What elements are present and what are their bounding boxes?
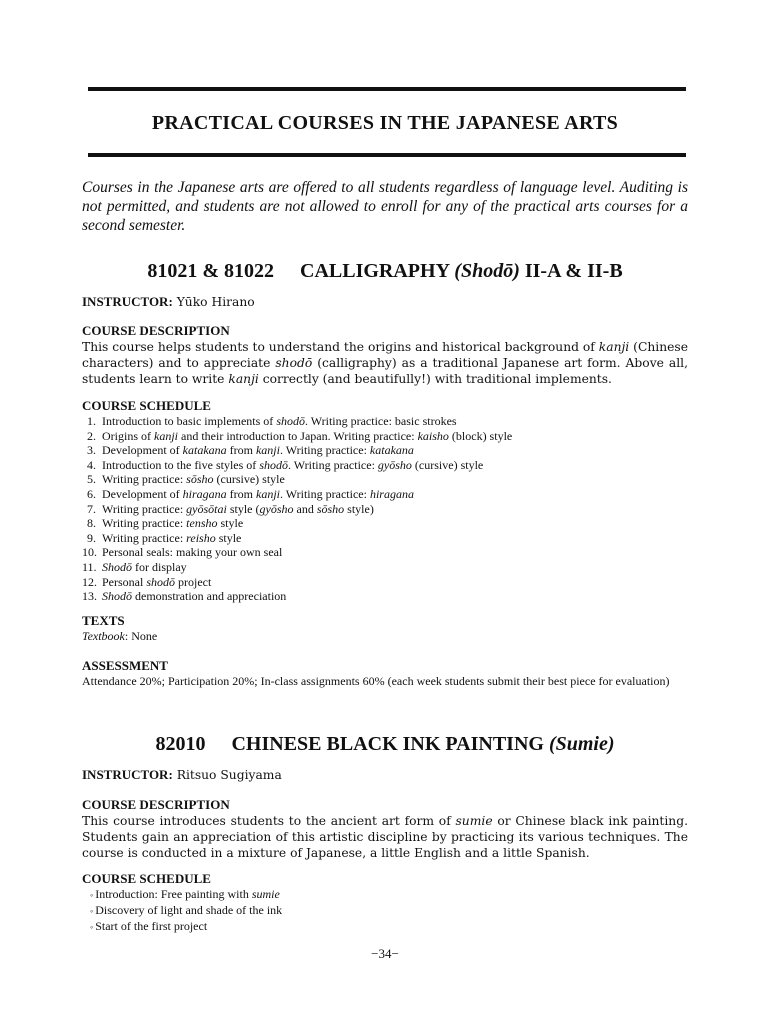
schedule-bullet-item: ◦ Introduction: Free painting with sumie [90, 887, 280, 901]
instructor-label: INSTRUCTOR: [82, 767, 173, 782]
schedule-item: 3. Development of katakana from kanji. Writing practice: katakana [87, 443, 414, 458]
top-rule [88, 87, 686, 91]
schedule-bullet-item: ◦ Start of the first project [90, 919, 208, 933]
course-description-text: This course helps students to understand the origins and historical background of kanji (Chinese characters) and to appreciate shodō (calligraphy) as a traditional Japanese art form. Above all, students learn to write kanji correctly (and beautifully!) with traditional implements. [82, 340, 688, 386]
assessment-text: Attendance 20%; Participation 20%; In-class assignments 60% (each week students submit their best piece for evaluation) [82, 674, 670, 688]
page-heading: PRACTICAL COURSES IN THE JAPANESE ARTS [151, 112, 619, 134]
schedule-item: 10. Personal seals: making your own seal [82, 545, 283, 560]
texts-section [82, 613, 688, 644]
course-title-calligraphy [0, 260, 770, 283]
schedule-item: 12. Personal shodō project [82, 574, 212, 589]
instructor-line [82, 767, 688, 783]
course-description-section [82, 797, 688, 861]
texts-label: TEXTS [82, 613, 125, 628]
textbook-label: Textbook [82, 629, 125, 643]
course-name-japanese: (Shodō) [454, 260, 520, 282]
schedule-item: 5. Writing practice: sōsho (cursive) style [87, 472, 285, 487]
course-schedule-section [82, 871, 688, 935]
course-name-japanese: (Sumie) [548, 733, 615, 755]
schedule-item: 4. Introduction to the five styles of shodō. Writing practice: gyōsho (cursive) style [87, 457, 484, 472]
course-description-text: This course introduces students to the ancient art form of sumie or Chinese black ink painting. Students gain an appreciation of this artistic discipline by practicing its various techniques. The course is conducted in a mixture of Japanese, a little English and a little Spanish. [82, 814, 689, 860]
schedule-item: 7. Writing practice: gyōsōtai style (gyōsho and sōsho style) [87, 501, 374, 516]
assessment-section [82, 658, 688, 689]
course-name: CALLIGRAPHY [300, 260, 455, 282]
instructor-line [82, 294, 688, 310]
course-schedule-section [82, 398, 688, 604]
schedule-item: 9. Writing practice: reisho style [87, 530, 242, 545]
instructor-label: INSTRUCTOR: [82, 294, 173, 309]
schedule-list [82, 414, 688, 604]
intro-paragraph: Courses in the Japanese arts are offered to all students regardless of language level. Auditing is not permitted, and students are not allowed to enroll for any of the practical arts courses for a second semester. [82, 179, 688, 234]
instructor-name: Ritsuo Sugiyama [172, 768, 282, 782]
course-description-section [82, 323, 688, 387]
page-number: −34− [371, 946, 399, 961]
schedule-item: 6. Development of hiragana from kanji. Writing practice: hiragana [87, 486, 414, 501]
course-title-sumie [0, 733, 770, 756]
schedule-item: 11. Shodō for display [82, 559, 187, 574]
bullet-icon: ◦ [90, 922, 94, 932]
schedule-bullet-item: ◦ Discovery of light and shade of the ink [90, 903, 283, 917]
textbook-value: : None [124, 629, 158, 643]
course-description-label: COURSE DESCRIPTION [82, 323, 230, 338]
schedule-item: 8. Writing practice: tensho style [87, 516, 244, 531]
schedule-item: 13. Shodō demonstration and appreciation [82, 589, 287, 604]
course-name: CHINESE BLACK INK PAINTING [231, 733, 549, 755]
schedule-item: 2. Origins of kanji and their introduction to Japan. Writing practice: kaisho (block) style [87, 428, 513, 443]
course-description-label: COURSE DESCRIPTION [82, 797, 230, 812]
course-schedule-label: COURSE SCHEDULE [82, 871, 211, 886]
course-code: 81021 & 81022 [147, 260, 274, 282]
course-schedule-label: COURSE SCHEDULE [82, 398, 211, 413]
bullet-icon: ◦ [90, 906, 94, 916]
bottom-rule [88, 153, 686, 157]
assessment-label: ASSESSMENT [82, 658, 168, 673]
course-level: II-A & II-B [519, 260, 623, 282]
instructor-name: Yūko Hirano [172, 295, 255, 309]
course-code: 82010 [155, 733, 206, 755]
schedule-item: 1. Introduction to basic implements of shodō. Writing practice: basic strokes [87, 414, 457, 428]
schedule-bullet-list [82, 887, 688, 935]
bullet-icon: ◦ [90, 890, 94, 900]
